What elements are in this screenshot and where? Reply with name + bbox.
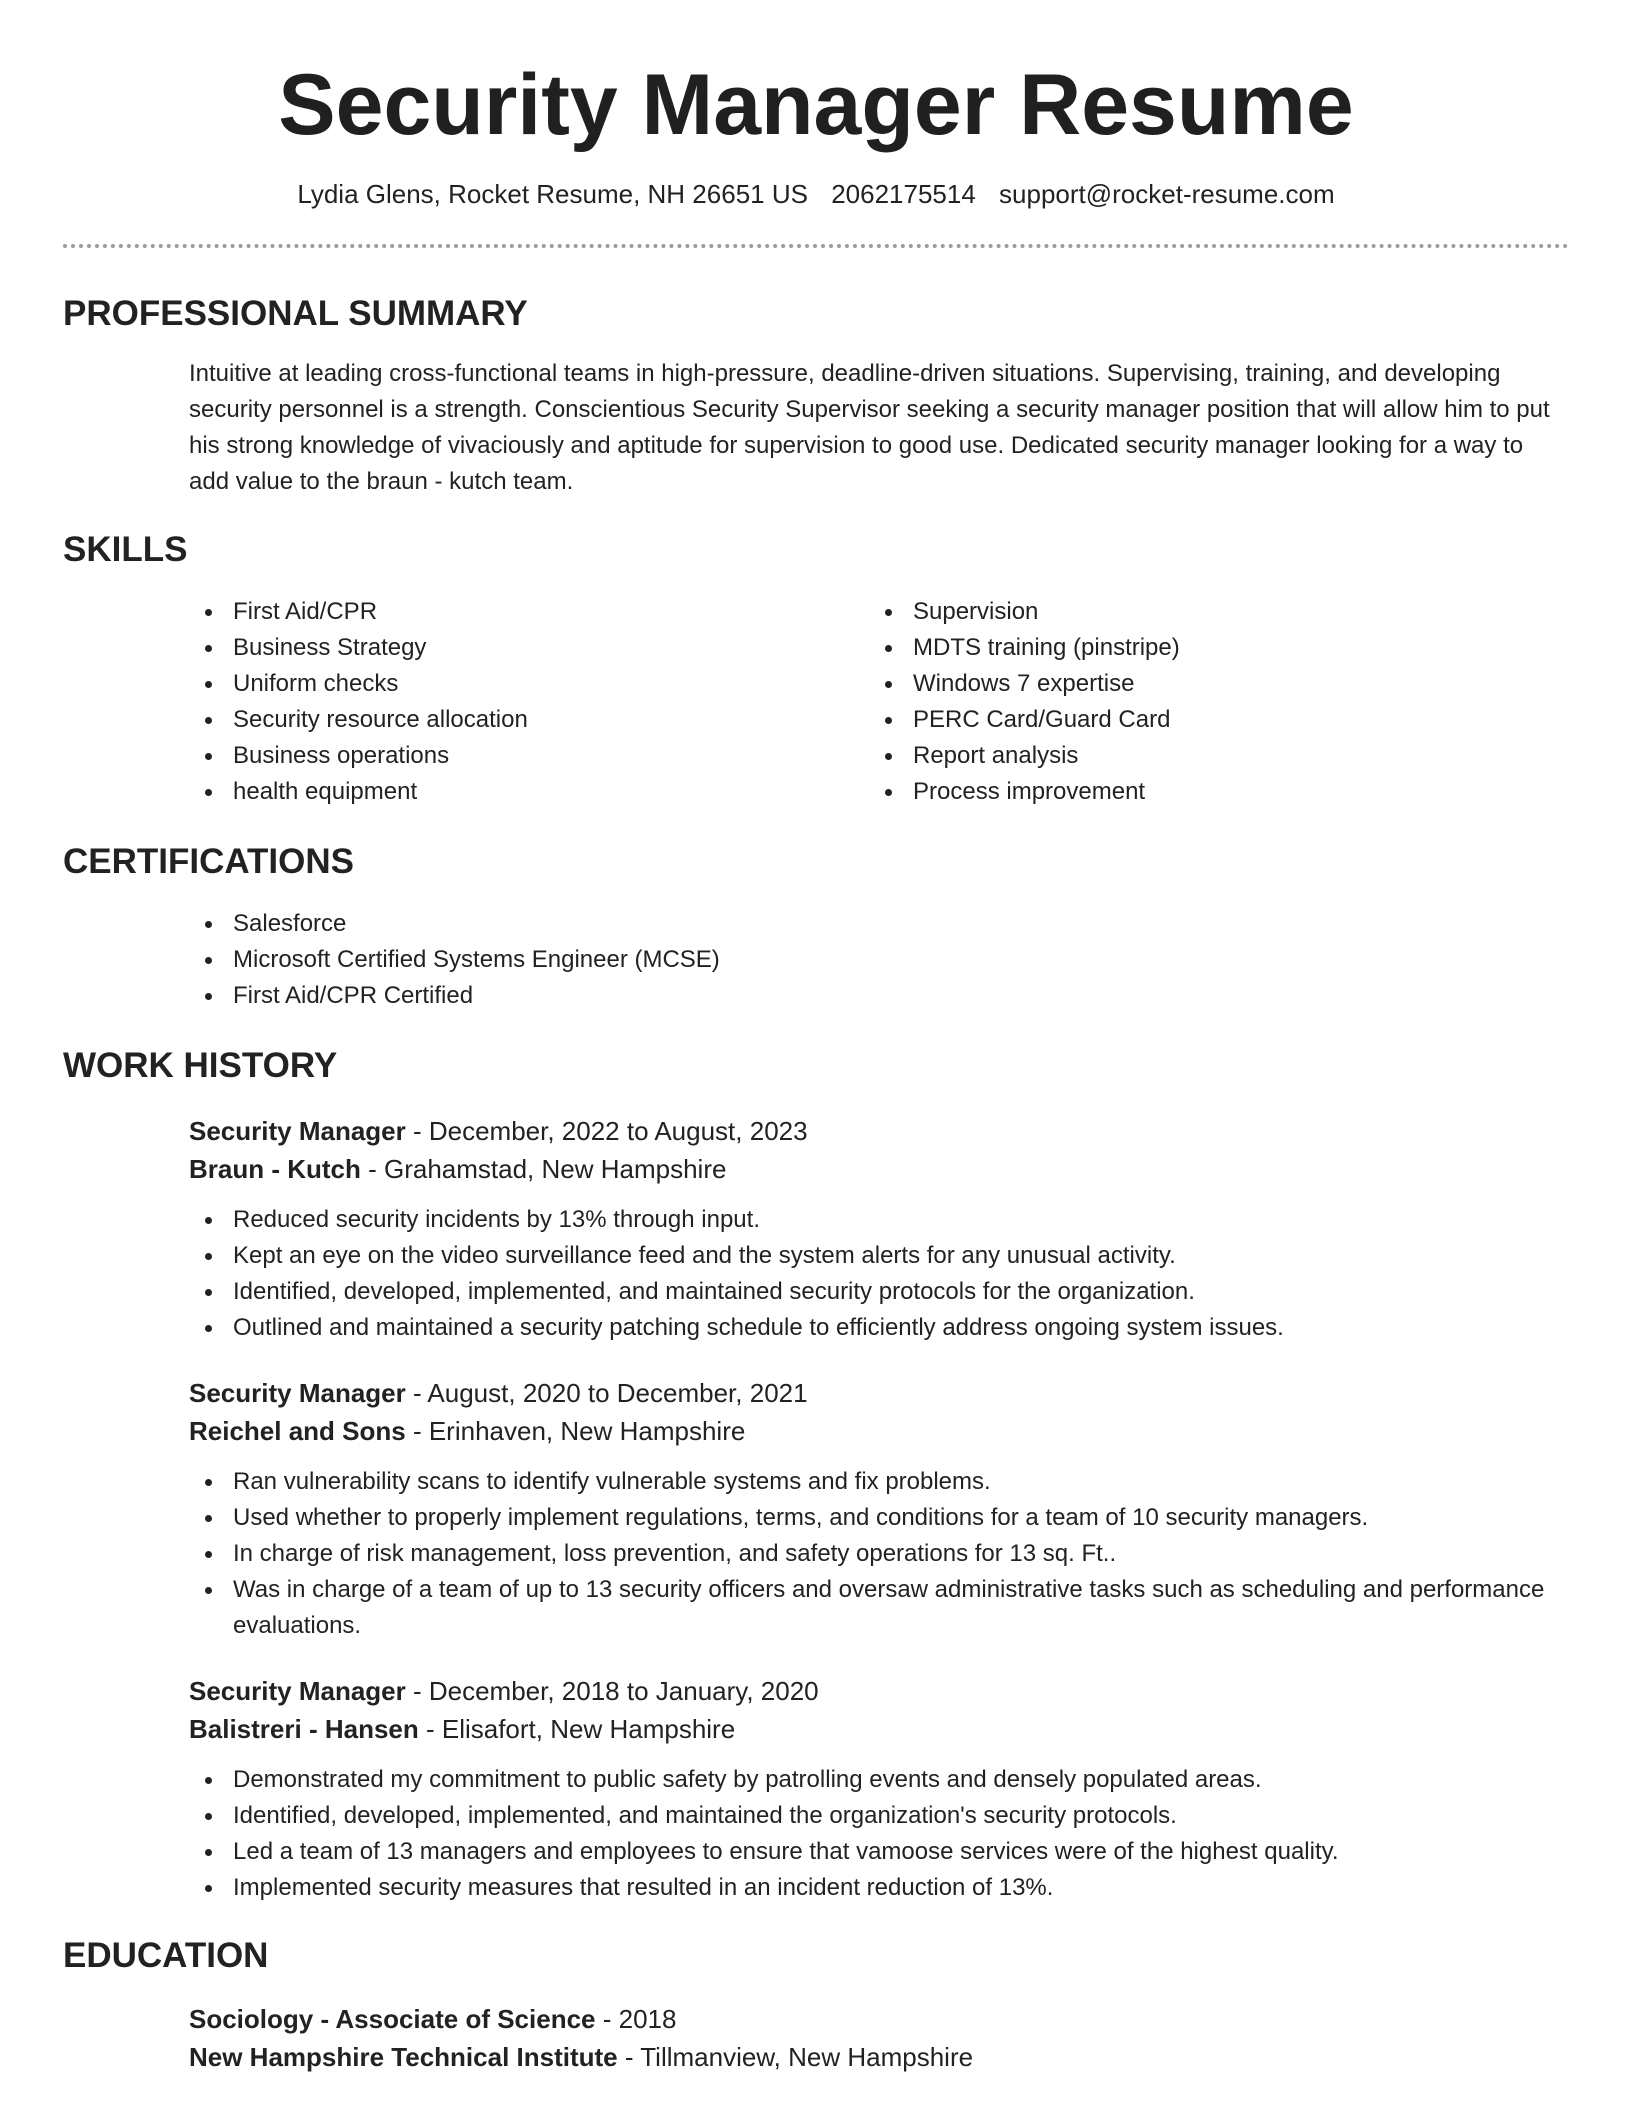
education-school: New Hampshire Technical Institute bbox=[189, 2042, 618, 2072]
job-title-line bbox=[189, 1374, 1569, 1412]
summary-text: Intuitive at leading cross-functional teams in high-pressure, deadline-driven situations. Supervising, training, and developing security personnel is a strength. Conscientious Security Supervisor seeking a security manager position that will allow him to put his strong knowledge of vivaciously and aptitude for supervision to good use. Dedicated security manager looking for a way to add value to the braun - kutch team. bbox=[189, 360, 1550, 495]
job-title-line bbox=[189, 1672, 1569, 1710]
job-bullet: Demonstrated my commitment to public safety by patrolling events and densely populated areas. bbox=[189, 1762, 1569, 1798]
contact-phone: 2062175514 bbox=[831, 179, 976, 209]
certification-item: First Aid/CPR Certified bbox=[189, 978, 1569, 1014]
job-bullet: Used whether to properly implement regulations, terms, and conditions for a team of 10 security managers. bbox=[189, 1500, 1569, 1536]
certification-item: Microsoft Certified Systems Engineer (MCSE) bbox=[189, 942, 1569, 978]
summary-heading: PROFESSIONAL SUMMARY bbox=[63, 294, 528, 333]
resume-title: Security Manager Resume bbox=[278, 57, 1354, 153]
work-history-heading: WORK HISTORY bbox=[63, 1046, 338, 1085]
summary-section bbox=[63, 294, 1569, 500]
skills-list-right bbox=[869, 594, 1549, 810]
job-bullets bbox=[189, 1464, 1569, 1644]
education-heading: EDUCATION bbox=[63, 1936, 269, 1975]
skill-item: Supervision bbox=[869, 594, 1549, 630]
skill-item: Business Strategy bbox=[189, 630, 869, 666]
job-dates: - December, 2022 to August, 2023 bbox=[405, 1116, 808, 1146]
work-history-section bbox=[63, 1046, 1569, 1906]
education-degree: Sociology - Associate of Science bbox=[189, 2004, 596, 2034]
skill-item: MDTS training (pinstripe) bbox=[869, 630, 1549, 666]
skills-section bbox=[63, 530, 1569, 810]
skills-heading: SKILLS bbox=[63, 530, 188, 569]
job-bullet: Kept an eye on the video surveillance feed and the system alerts for any unusual activity. bbox=[189, 1238, 1569, 1274]
education-section bbox=[63, 1936, 1569, 2076]
job-company: Reichel and Sons bbox=[189, 1416, 406, 1446]
job-location: - Elisafort, New Hampshire bbox=[418, 1714, 736, 1744]
job-bullet: Was in charge of a team of up to 13 security officers and oversaw administrative tasks such as scheduling and performance evaluations. bbox=[189, 1572, 1569, 1644]
job-entry bbox=[189, 1374, 1569, 1644]
skill-item: Windows 7 expertise bbox=[869, 666, 1549, 702]
education-entry bbox=[189, 2000, 1569, 2076]
job-bullet: Identified, developed, implemented, and maintained security protocols for the organization. bbox=[189, 1274, 1569, 1310]
job-entry bbox=[189, 1112, 1569, 1346]
job-bullet: Identified, developed, implemented, and maintained the organization's security protocols. bbox=[189, 1798, 1569, 1834]
job-bullets bbox=[189, 1762, 1569, 1906]
job-company-line bbox=[189, 1150, 1569, 1188]
job-dates: - August, 2020 to December, 2021 bbox=[405, 1378, 808, 1408]
job-company-line bbox=[189, 1412, 1569, 1450]
contact-email: support@rocket-resume.com bbox=[999, 179, 1335, 209]
skill-item: Security resource allocation bbox=[189, 702, 869, 738]
job-title: Security Manager bbox=[189, 1378, 406, 1408]
job-title: Security Manager bbox=[189, 1116, 406, 1146]
skill-item: health equipment bbox=[189, 774, 869, 810]
job-bullet: Led a team of 13 managers and employees to ensure that vamoose services were of the highest quality. bbox=[189, 1834, 1569, 1870]
job-bullet: In charge of risk management, loss prevention, and safety operations for 13 sq. Ft.. bbox=[189, 1536, 1569, 1572]
job-company: Balistreri - Hansen bbox=[189, 1714, 419, 1744]
job-location: - Grahamstad, New Hampshire bbox=[360, 1154, 727, 1184]
job-bullet: Ran vulnerability scans to identify vulnerable systems and fix problems. bbox=[189, 1464, 1569, 1500]
job-company: Braun - Kutch bbox=[189, 1154, 361, 1184]
education-degree-line bbox=[189, 2000, 1569, 2038]
job-title-line bbox=[189, 1112, 1569, 1150]
certifications-list bbox=[189, 906, 1569, 1014]
skill-item: Business operations bbox=[189, 738, 869, 774]
certifications-section bbox=[63, 842, 1569, 1014]
job-bullet: Implemented security measures that resulted in an incident reduction of 13%. bbox=[189, 1870, 1569, 1906]
education-year: - 2018 bbox=[595, 2004, 677, 2034]
education-school-line bbox=[189, 2038, 1569, 2076]
job-bullet: Outlined and maintained a security patching schedule to efficiently address ongoing system issues. bbox=[189, 1310, 1569, 1346]
job-location: - Erinhaven, New Hampshire bbox=[405, 1416, 746, 1446]
skill-item: First Aid/CPR bbox=[189, 594, 869, 630]
education-location: - Tillmanview, New Hampshire bbox=[617, 2042, 974, 2072]
certification-item: Salesforce bbox=[189, 906, 1569, 942]
skill-item: Report analysis bbox=[869, 738, 1549, 774]
contact-address: Lydia Glens, Rocket Resume, NH 26651 US bbox=[297, 179, 808, 209]
skill-item: Process improvement bbox=[869, 774, 1549, 810]
job-company-line bbox=[189, 1710, 1569, 1748]
job-bullets bbox=[189, 1202, 1569, 1346]
job-entry bbox=[189, 1672, 1569, 1906]
skill-item: Uniform checks bbox=[189, 666, 869, 702]
job-bullet: Reduced security incidents by 13% through input. bbox=[189, 1202, 1569, 1238]
job-dates: - December, 2018 to January, 2020 bbox=[405, 1676, 819, 1706]
skills-columns bbox=[189, 570, 1569, 810]
contact-line bbox=[63, 179, 1569, 210]
job-title: Security Manager bbox=[189, 1676, 406, 1706]
skill-item: PERC Card/Guard Card bbox=[869, 702, 1549, 738]
certifications-heading: CERTIFICATIONS bbox=[63, 842, 355, 881]
header-divider bbox=[63, 244, 1569, 248]
skills-list-left bbox=[189, 594, 869, 810]
